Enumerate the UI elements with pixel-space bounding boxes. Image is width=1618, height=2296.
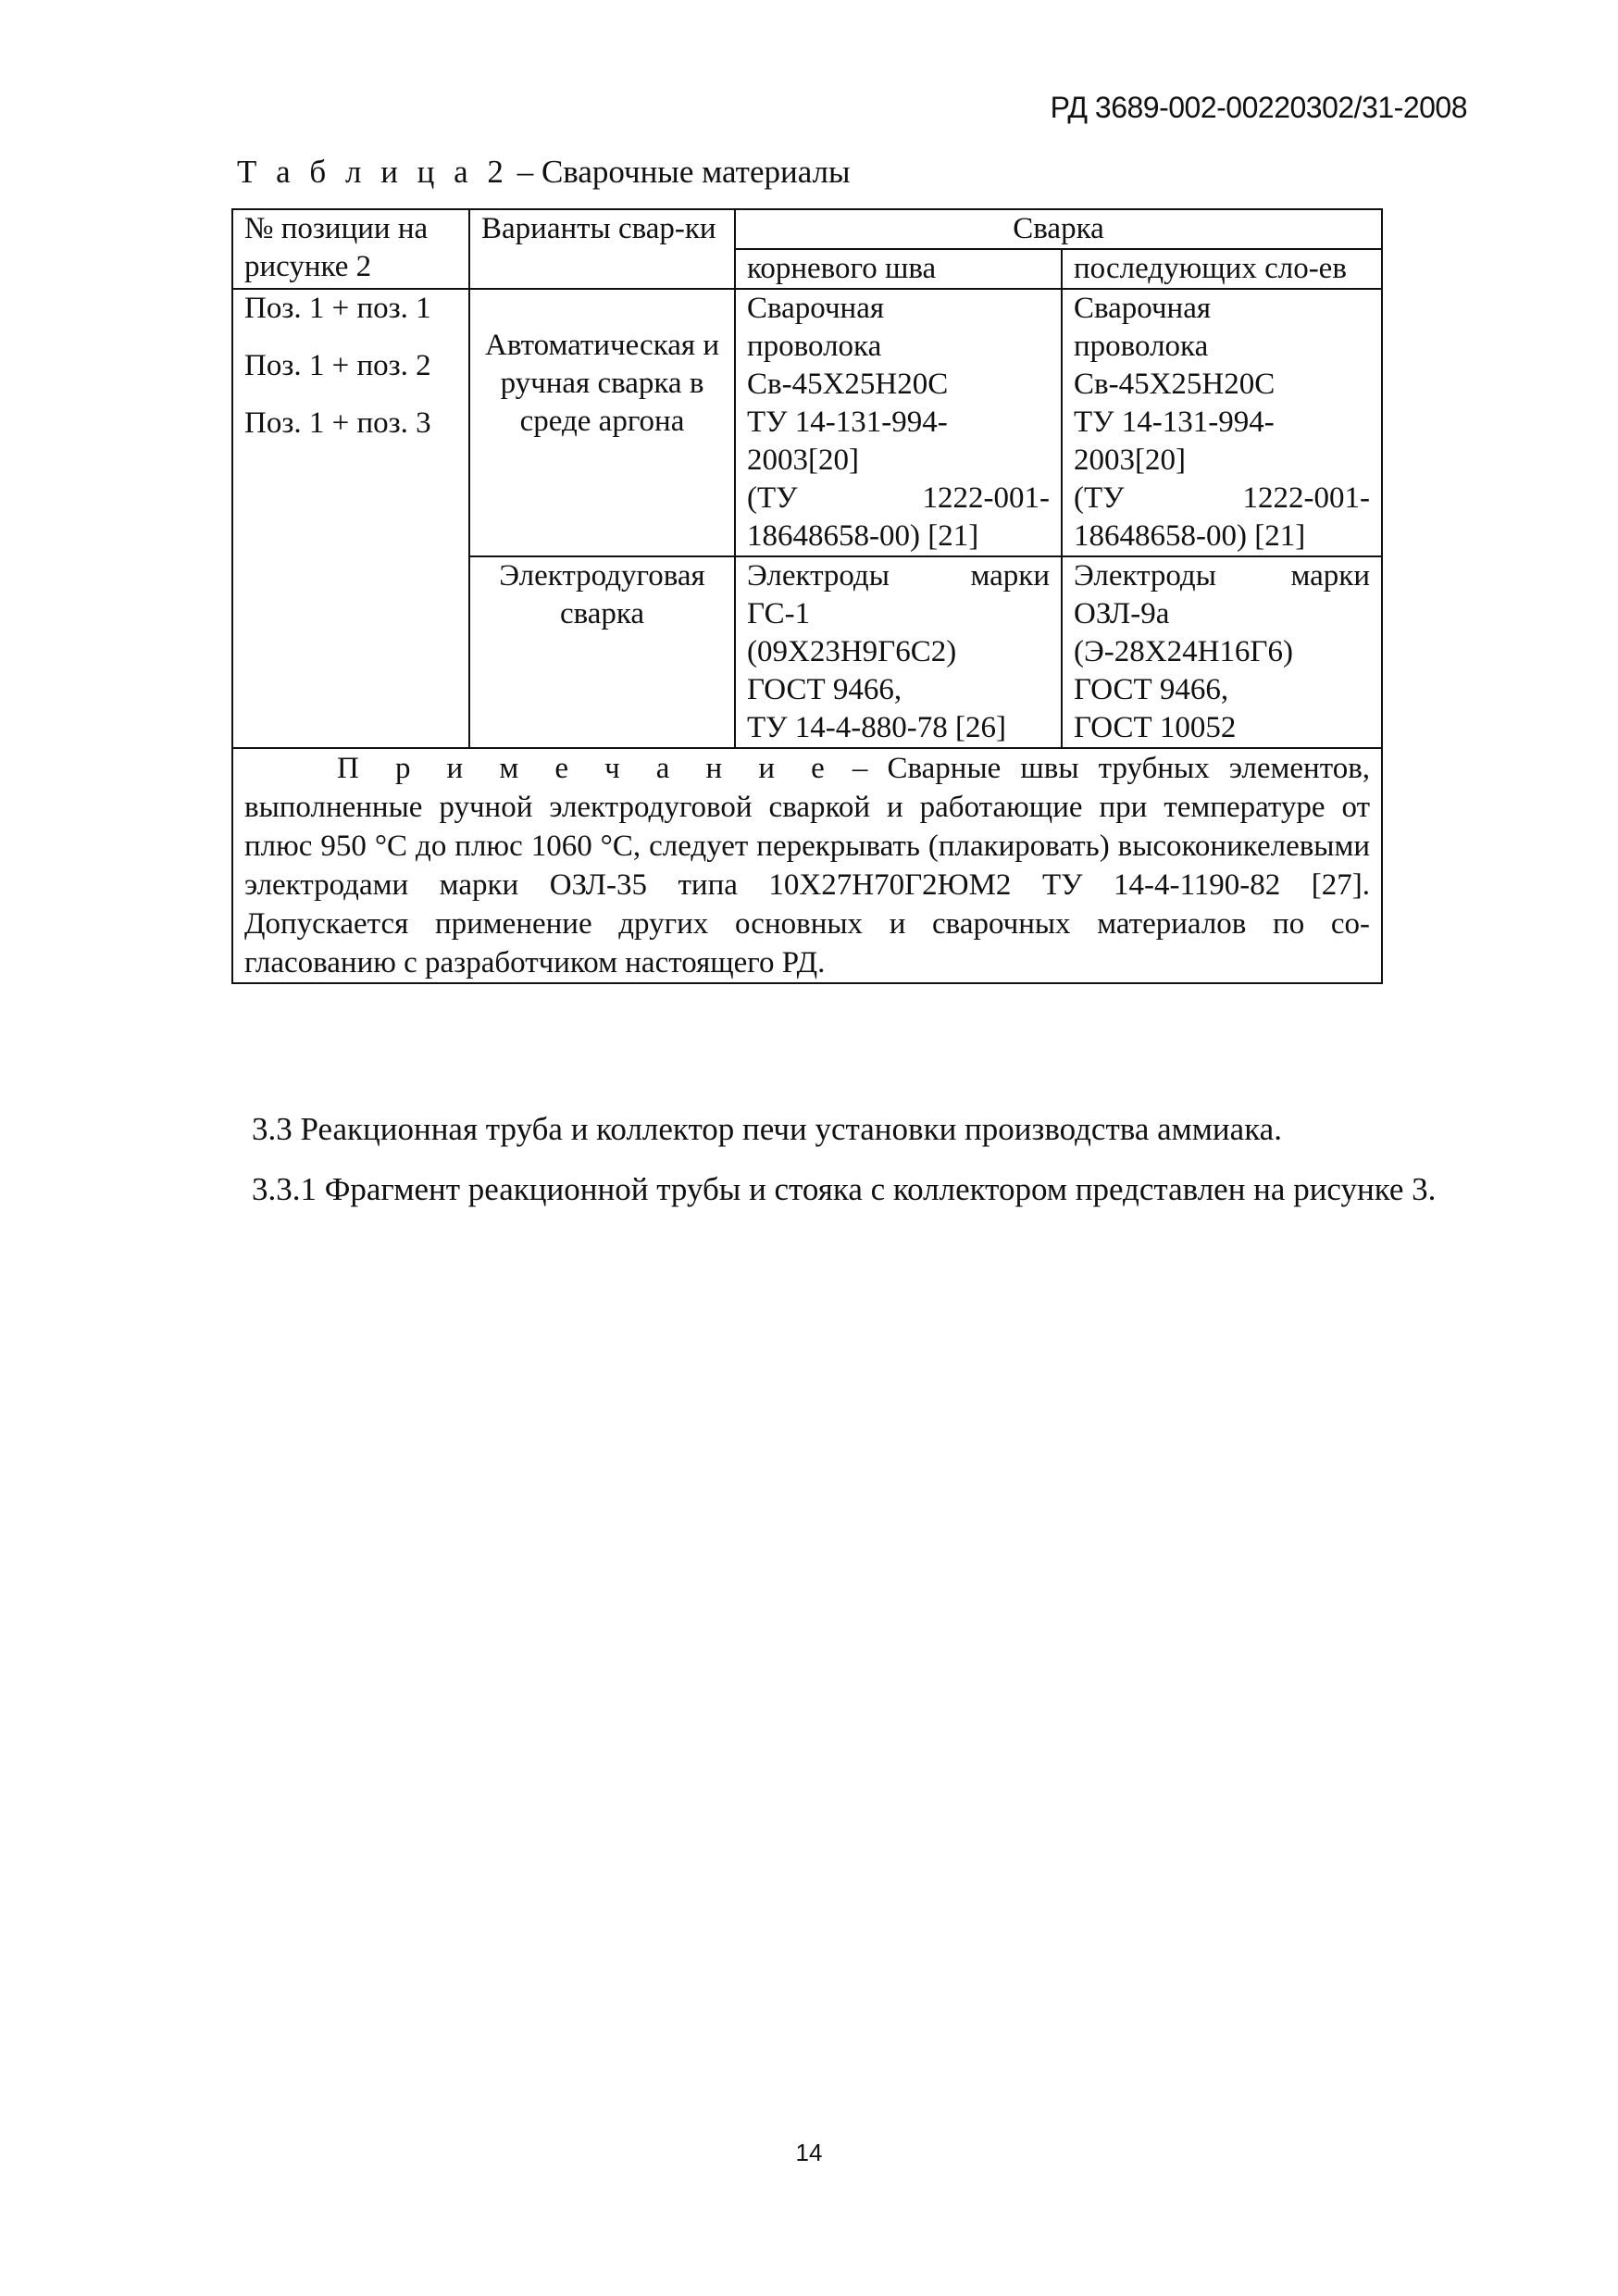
header-welding: Сварка [735, 209, 1382, 249]
section-3-3-1: 3.3.1 Фрагмент реакционной трубы и стояка с коллектором представлен на рисунке 3. [252, 1171, 1437, 1207]
table-note [232, 748, 1382, 983]
material-line: проволока [747, 330, 882, 363]
material-line: 18648658-00) [21] [747, 519, 979, 553]
note-text: – Сварные швы трубных элементов, выполненные ручной электродуговой сваркой и работающие при температуре от плюс 950 °С до плюс 1060 °С, следует перекрывать (плакировать) высоконикелевыми электродами марки ОЗЛ-35 типа 10Х27Н70Г2ЮМ2 ТУ 14-4-1190-82 [27]. Допускается применение других основных и сварочных материалов по со-гласованию с разработчиком настоящего РД. [244, 752, 1371, 980]
position-item: Поз. 1 + поз. 1 [244, 292, 431, 325]
note-label: П р и м е ч а н и е [337, 752, 833, 785]
header-position: № позиции на рисунке 2 [232, 209, 469, 289]
welding-materials-table [231, 208, 1383, 984]
root-material-cell [735, 556, 1062, 748]
material-line: ТУ 14-131-994- [1074, 406, 1275, 439]
position-item: Поз. 1 + поз. 3 [244, 406, 431, 440]
position-item: Поз. 1 + поз. 2 [244, 349, 431, 382]
material-line: Сварочная [1074, 292, 1212, 325]
table-header-row-1 [232, 209, 1382, 249]
page-number: 14 [795, 2139, 823, 2166]
table-caption [237, 154, 851, 191]
material-line: Электроды марки [1074, 559, 1371, 593]
material-line: Св-45Х25Н20С [747, 368, 949, 401]
material-line: Св-45Х25Н20С [1074, 368, 1276, 401]
table-row [232, 289, 1382, 556]
positions-cell [232, 289, 469, 748]
material-line: 18648658-00) [21] [1074, 519, 1306, 553]
material-line: Сварочная [747, 292, 885, 325]
material-line: (Э-28Х24Н16Г6) [1074, 635, 1293, 668]
table-caption-title: – Сварочные материалы [508, 154, 851, 190]
header-variants: Варианты свар-ки [469, 209, 735, 289]
document-code: РД 3689-002-00220302/31-2008 [1050, 91, 1467, 124]
material-line: ГОСТ 10052 [1074, 711, 1237, 744]
material-line: (ТУ 1222-001- [747, 481, 1050, 515]
material-line: (ТУ 1222-001- [1074, 481, 1371, 515]
material-line: проволока [1074, 330, 1209, 363]
root-material-cell [735, 289, 1062, 556]
material-line: ГОСТ 9466, [747, 673, 902, 706]
method-cell: Автоматическая и ручная сварка в среде аргона [469, 289, 735, 556]
material-line: ОЗЛ-9а [1074, 597, 1170, 630]
material-line: ГС-1 [747, 597, 811, 630]
material-line: ТУ 14-131-994-2003[20] [747, 406, 948, 477]
material-line: ГОСТ 9466, [1074, 673, 1229, 706]
material-line: (09Х23Н9Г6С2) [747, 635, 957, 668]
header-next-layers: последующих сло-ев [1062, 249, 1382, 289]
next-material-cell [1062, 289, 1382, 556]
material-line: 2003[20] [1074, 443, 1186, 477]
material-line: Электроды марки [747, 559, 1050, 593]
header-root-seam: корневого шва [735, 249, 1062, 289]
method-cell: Электродуговая сварка [469, 556, 735, 748]
material-line: ТУ 14-4-880-78 [26] [747, 711, 1006, 744]
section-3-3: 3.3 Реакционная труба и коллектор печи установки производства аммиака. [252, 1111, 1282, 1147]
table-note-row [232, 748, 1382, 983]
next-material-cell [1062, 556, 1382, 748]
table-caption-prefix: Т а б л и ц а 2 [237, 154, 509, 190]
